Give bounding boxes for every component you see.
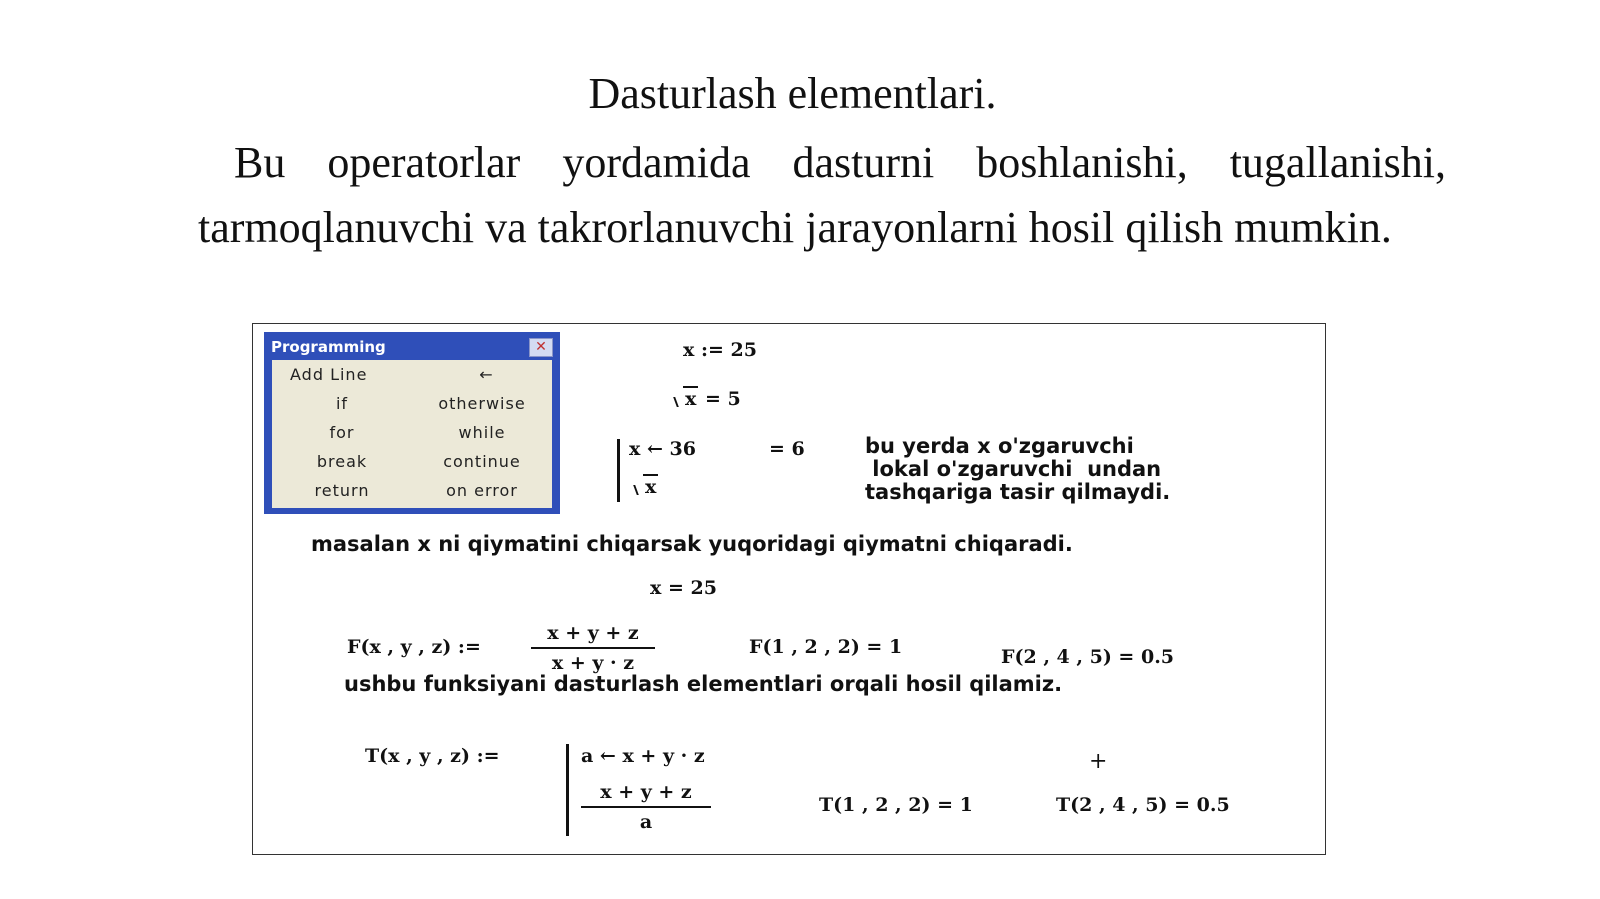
close-icon[interactable]: ✕ bbox=[529, 338, 553, 357]
mathcad-figure bbox=[252, 323, 1326, 855]
programming-palette bbox=[264, 332, 560, 514]
expr-x-assign: x := 25 bbox=[683, 339, 757, 361]
expr-sqrt bbox=[669, 386, 741, 410]
f-eval-1: F(1 , 2 , 2) = 1 bbox=[749, 636, 903, 658]
expr-x-eval: x = 25 bbox=[650, 577, 717, 599]
palette-title: Programming bbox=[271, 338, 386, 356]
f-def-numerator: x + y + z bbox=[547, 622, 639, 644]
fraction-bar bbox=[581, 806, 711, 808]
t-fraction bbox=[581, 781, 711, 833]
function-text: ushbu funksiyani dasturlash elementlari orqali hosil qilamiz. bbox=[344, 672, 1063, 696]
f-def-fraction bbox=[531, 622, 655, 674]
note-line: lokal o'zgaruvchi undan bbox=[865, 457, 1162, 481]
sqrt-arg: x bbox=[685, 388, 697, 410]
while-button[interactable]: while bbox=[458, 423, 506, 442]
sqrt-icon bbox=[669, 386, 698, 410]
note-text bbox=[865, 435, 1170, 504]
palette-row bbox=[272, 360, 552, 389]
return-button[interactable]: return bbox=[314, 481, 370, 500]
f-def-denominator: x + y · z bbox=[551, 652, 635, 674]
t-fraction-denominator: a bbox=[639, 811, 653, 833]
local-block-result: = 6 bbox=[769, 438, 805, 460]
t-line1: a ← x + y · z bbox=[581, 745, 705, 767]
palette-row bbox=[272, 476, 552, 505]
program-bracket bbox=[617, 439, 620, 502]
t-fraction-numerator: x + y + z bbox=[600, 781, 692, 803]
plus-marker: + bbox=[1089, 749, 1108, 774]
fraction-bar bbox=[531, 647, 655, 649]
local-block-line2 bbox=[629, 474, 658, 498]
break-button[interactable]: break bbox=[316, 452, 368, 471]
note-line: bu yerda x o'zgaruvchi bbox=[865, 434, 1134, 458]
local-assign-button[interactable]: ← bbox=[479, 365, 494, 384]
if-button[interactable]: if bbox=[335, 394, 349, 413]
palette-row bbox=[272, 447, 552, 476]
palette-titlebar bbox=[267, 335, 557, 359]
slide-paragraph: Bu operatorlar yordamida dasturni boshlanishi, tugallanishi, tarmoqlanuvchi va takrorlanuvchi jarayonlarni hosil qilish mumkin. bbox=[198, 138, 1446, 252]
palette-row bbox=[272, 389, 552, 418]
note-line: tashqariga tasir qilmaydi. bbox=[865, 480, 1171, 504]
t-eval-1: T(1 , 2 , 2) = 1 bbox=[819, 794, 973, 816]
for-button[interactable]: for bbox=[329, 423, 355, 442]
add-line-button[interactable]: Add Line bbox=[290, 365, 368, 384]
sqrt-result: = 5 bbox=[704, 388, 741, 410]
program-bracket bbox=[566, 744, 569, 836]
t-def-lhs: T(x , y , z) := bbox=[365, 745, 500, 767]
on-error-button[interactable]: on error bbox=[446, 481, 518, 500]
f-def-lhs: F(x , y , z) := bbox=[347, 636, 481, 658]
f-eval-2: F(2 , 4 , 5) = 0.5 bbox=[1001, 646, 1175, 668]
palette-row bbox=[272, 418, 552, 447]
example-text: masalan x ni qiymatini chiqarsak yuqoridagi qiymatni chiqaradi. bbox=[311, 532, 1073, 556]
palette-body bbox=[272, 360, 552, 508]
local-block-line1: x ← 36 bbox=[629, 438, 696, 460]
sqrt-icon: x bbox=[629, 474, 658, 498]
continue-button[interactable]: continue bbox=[443, 452, 521, 471]
otherwise-button[interactable]: otherwise bbox=[438, 394, 526, 413]
t-eval-2: T(2 , 4 , 5) = 0.5 bbox=[1056, 794, 1230, 816]
slide-title: Dasturlash elementlari. bbox=[588, 69, 997, 118]
